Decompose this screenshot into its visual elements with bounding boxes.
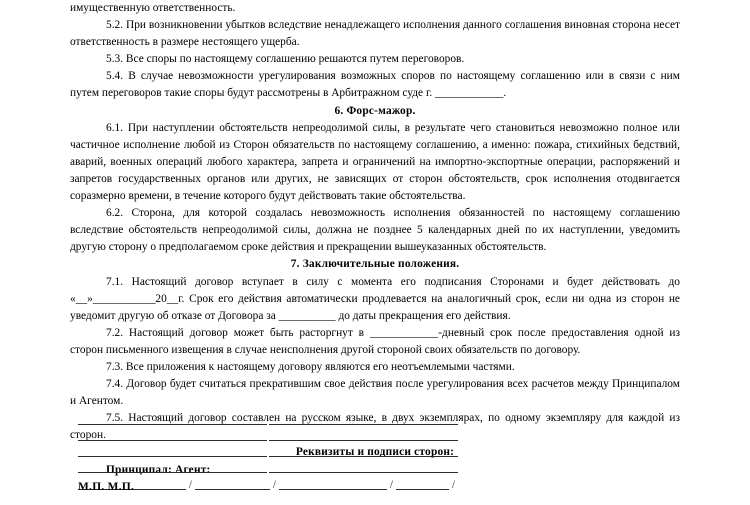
signature-row — [78, 457, 458, 473]
signature-field-principal[interactable] — [78, 411, 267, 425]
signature-sign-field-agent[interactable] — [396, 476, 449, 490]
paragraph-clause-7-4: 7.4. Договор будет считаться прекратившим свое действия после урегулирования всех расчетов между Принципалом и Агентом. — [70, 378, 680, 408]
paragraph-clause-5-4: 5.4. В случае невозможности урегулирования возможных споров по настоящему соглашению или в связи с ним путем переговоров такие споры будут рассмотрены в Арбитражном суде г. ____________. — [70, 70, 680, 100]
signature-field-agent[interactable] — [269, 411, 458, 425]
paragraph-clause-7-3: 7.3. Все приложения к настоящему договору являются его неотъемлемыми частями. — [106, 360, 515, 373]
slash-separator: / — [451, 479, 456, 491]
paragraph-clause-5-3: 5.3. Все споры по настоящему соглашению решаются путем переговоров. — [106, 53, 465, 66]
slash-separator: / — [272, 479, 277, 491]
paragraph-clause-6-1: 6.1. При наступлении обстоятельств непреодолимой силы, в результате чего становиться невозможно полное или частичное исполнение любой из Сторон обязательств по настоящему соглашению, а именно: пожара, стихийных бедствий, аварий, военных операций любого характера, запрета и ограничений на импортно-экспортные операции, распоряжений и запретов государственных органов или других, не зависящих от сторон обстоятельств, срок исполнения отодвигается соразмерно времени, в течение которого будут действовать такие обстоятельства. — [70, 121, 680, 203]
paragraph-clause-6-2: 6.2. Сторона, для которой создалась невозможность исполнения обязанностей по настоящему соглашению вследствие обстоятельств непреодолимой силы, должна не позднее 5 календарных дней по их наступлении, уведомить другую сторону о предполагаемом сроке действия и прекращении вышеуказанных обстоятельств. — [70, 207, 680, 254]
document-body — [70, 0, 680, 479]
paragraph-clause-7-1: 7.1. Настоящий договор вступает в силу с момента его подписания Сторонами и будет действовать до «__»___________20__г. Срок его действия автоматически продлевается на аналогичный срок, если ни одна из сторон не уведомит другую об отказе от Договора за __________ до даты прекращения его действия. — [70, 275, 680, 322]
heading-section-7: 7. Заключительные положения. — [290, 258, 460, 271]
seal-line: М.П. М.П. — [78, 481, 135, 493]
slash-separator: / — [389, 479, 394, 491]
signature-field-principal[interactable] — [78, 459, 267, 473]
parties-label: Принципал: Агент: — [106, 463, 211, 476]
signature-name-field-agent[interactable] — [279, 476, 387, 490]
signature-field-agent[interactable] — [269, 443, 458, 457]
signature-block — [78, 409, 458, 490]
heading-section-6: 6. Форс-мажор. — [334, 104, 416, 117]
paragraph-clause-7-2: 7.2. Настоящий договор может быть расторгнут в ____________-дневный срок после предоставления одной из сторон письменного извещения в случае неисполнения другой стороной своих обязательств по договору. — [70, 326, 680, 356]
signature-sign-field-principal[interactable] — [195, 476, 270, 490]
heading-signatures: Реквизиты и подписи сторон: — [295, 446, 455, 459]
signature-row-with-slashes — [78, 473, 458, 490]
signature-row — [78, 409, 458, 425]
signature-field-principal[interactable] — [78, 427, 267, 441]
signature-row — [78, 441, 458, 457]
paragraph-clause-7-5: 7.5. Настоящий договор составлен на русском языке, в двух экземплярах, по одному экземпляру для каждой из сторон. — [70, 412, 680, 442]
signature-field-agent[interactable] — [269, 459, 458, 473]
slash-separator: / — [188, 479, 193, 491]
signature-row — [78, 425, 458, 441]
signature-field-principal[interactable] — [78, 443, 267, 457]
signature-field-agent[interactable] — [269, 427, 458, 441]
paragraph-clause-5-2: 5.2. При возникновении убытков вследствие ненадлежащего исполнения данного соглашения виновная сторона несет ответственность в размере нестоящего ущерба. — [70, 19, 680, 49]
paragraph-carryover: имущественную ответственность. — [70, 2, 236, 14]
